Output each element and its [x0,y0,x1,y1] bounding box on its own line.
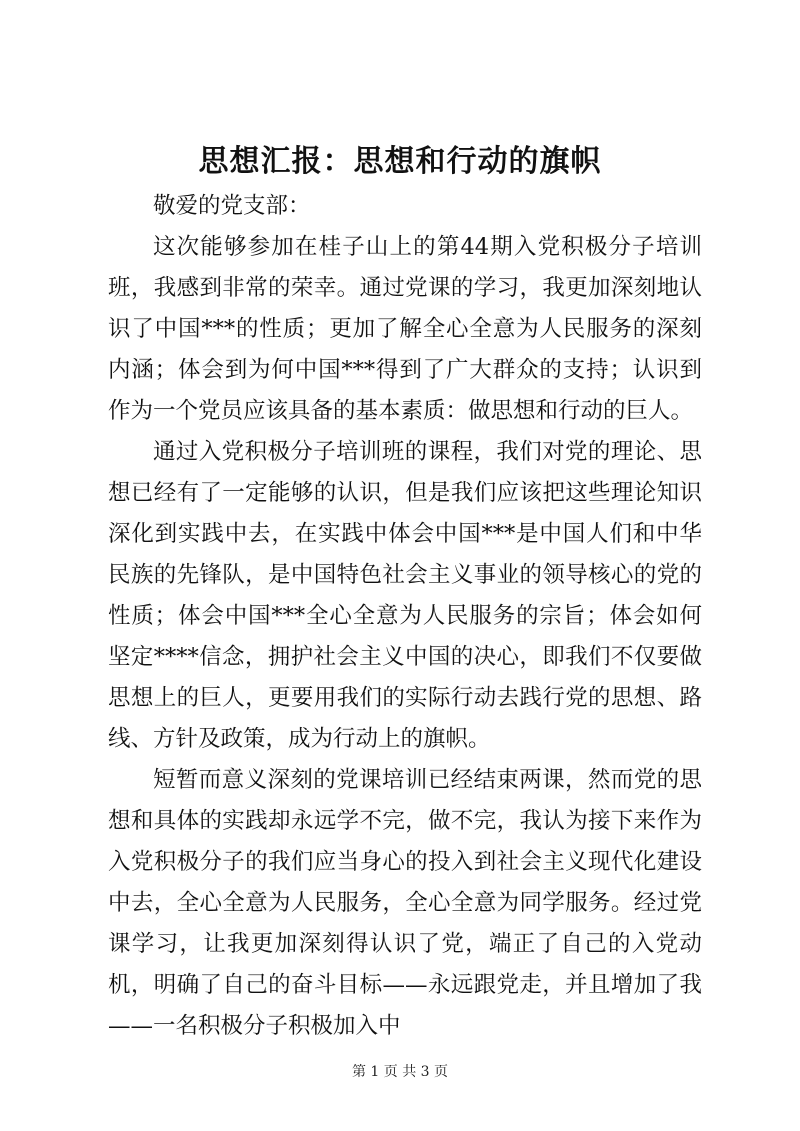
page-footer: 第 1 页 共 3 页 [351,1064,449,1080]
paragraph-3: 短暂而意义深刻的党课培训已经结束两课，然而党的思想和具体的实践却永远学不完，做不完，我认为接下来作为入党积极分子的我们应当身心的投入到社会主义现代化建设中去，全心全意为人民服务，全心全意为同学服务。经过党课学习，让我更加深刻得认识了党，端正了自己的入党动机，明确了自己的奋斗目标——永远跟党走，并且增加了我——一名积极分子积极加入中 [108,767,702,1039]
paragraph-1: 这次能够参加在桂子山上的第44期入党积极分子培训班，我感到非常的荣幸。通过党课的学习，我更加深刻地认识了中国***的性质；更加了解全心全意为人民服务的深刻内涵；体会到为何中国***得到了广大群众的支持；认识到作为一个党员应该具备的基本素质：做思想和行动的巨人。 [108,234,702,424]
salutation: 敬爱的党支部： [153,193,311,219]
document-title: 思想汇报：思想和行动的旗帜 [198,144,602,179]
document-body [108,186,702,1047]
paragraph-2: 通过入党积极分子培训班的课程，我们对党的理论、思想已经有了一定能够的认识，但是我们应该把这些理论知识深化到实践中去，在实践中体会中国***是中国人们和中华民族的先锋队，是中国特色社会主义事业的领导核心的党的性质；体会中国***全心全意为人民服务的宗旨；体会如何坚定****信念，拥护社会主义中国的决心，即我们不仅要做思想上的巨人，更要用我们的实际行动去践行党的思想、路线、方针及政策，成为行动上的旗帜。 [108,439,702,752]
